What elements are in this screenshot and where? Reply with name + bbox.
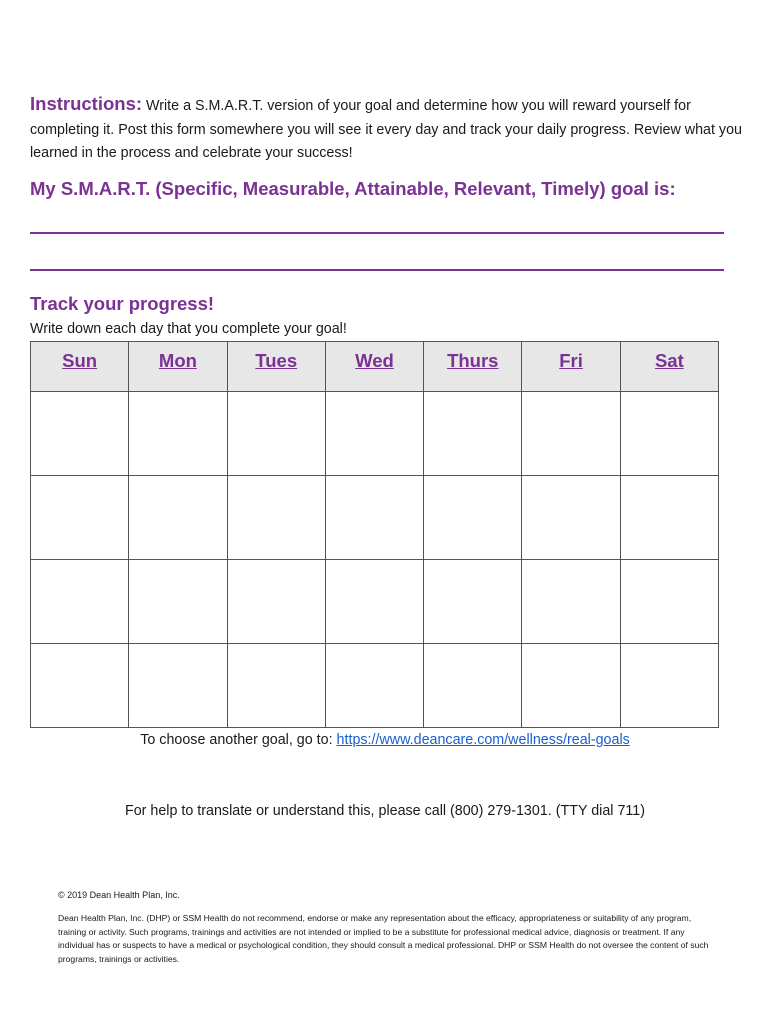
instructions-text: Write a S.M.A.R.T. version of your goal and determine how you will reward yourself for completing it. Post this form somewhere you will see it every day and track your daily progress. Review what you learned in the process and celebrate your success! — [30, 98, 742, 161]
day-cell-sat[interactable] — [620, 644, 718, 728]
day-header-sun: Sun — [31, 342, 129, 392]
day-cell-tues[interactable] — [227, 644, 325, 728]
day-cell-wed[interactable] — [325, 392, 423, 476]
day-cell-thurs[interactable] — [424, 392, 522, 476]
tracker-header-row — [31, 342, 719, 392]
track-heading: Track your progress! — [30, 293, 215, 314]
instructions-label: Instructions: — [30, 93, 143, 114]
tracker-body — [31, 392, 719, 728]
another-goal-prefix: To choose another goal, go to: — [140, 732, 337, 748]
day-cell-sun[interactable] — [31, 644, 129, 728]
day-cell-sun[interactable] — [31, 560, 129, 644]
week-row — [31, 644, 719, 728]
day-cell-mon[interactable] — [129, 560, 227, 644]
day-cell-mon[interactable] — [129, 476, 227, 560]
instructions-paragraph — [30, 92, 742, 166]
copyright-text: © 2019 Dean Health Plan, Inc. — [58, 890, 180, 900]
day-cell-fri[interactable] — [522, 560, 620, 644]
day-header-sat: Sat — [620, 342, 718, 392]
day-cell-fri[interactable] — [522, 392, 620, 476]
real-goals-link[interactable]: https://www.deancare.com/wellness/real-goals — [336, 732, 630, 748]
day-cell-sun[interactable] — [31, 392, 129, 476]
goal-line-1[interactable] — [30, 232, 724, 234]
day-header-tues: Tues — [227, 342, 325, 392]
day-cell-mon[interactable] — [129, 392, 227, 476]
week-row — [31, 560, 719, 644]
day-cell-mon[interactable] — [129, 644, 227, 728]
day-cell-sat[interactable] — [620, 560, 718, 644]
progress-tracker-table — [30, 341, 719, 728]
week-row — [31, 476, 719, 560]
day-cell-sun[interactable] — [31, 476, 129, 560]
day-cell-wed[interactable] — [325, 476, 423, 560]
day-cell-thurs[interactable] — [424, 560, 522, 644]
goal-line-2[interactable] — [30, 269, 724, 271]
day-cell-thurs[interactable] — [424, 644, 522, 728]
goal-heading: My S.M.A.R.T. (Specific, Measurable, Attainable, Relevant, Timely) goal is: — [30, 178, 676, 199]
day-cell-fri[interactable] — [522, 476, 620, 560]
day-cell-thurs[interactable] — [424, 476, 522, 560]
day-cell-tues[interactable] — [227, 560, 325, 644]
track-subtext: Write down each day that you complete your goal! — [30, 321, 347, 337]
day-header-mon: Mon — [129, 342, 227, 392]
day-cell-wed[interactable] — [325, 644, 423, 728]
day-header-thurs: Thurs — [424, 342, 522, 392]
day-cell-sat[interactable] — [620, 392, 718, 476]
disclaimer-text: Dean Health Plan, Inc. (DHP) or SSM Health do not recommend, endorse or make any representation about the efficacy, appropriateness or suitability of any program, training or activity. Such programs, trainings and activities are not intended or implied to be a substitute for professional medical advice, diagnosis or treatment. If any individual has or suspects to have a medical or psychological condition, they should consult a medical professional. DHP or SSM Health do not oversee the content of such programs, trainings or activities. — [58, 913, 709, 964]
week-row — [31, 392, 719, 476]
day-header-wed: Wed — [325, 342, 423, 392]
day-cell-wed[interactable] — [325, 560, 423, 644]
day-cell-fri[interactable] — [522, 644, 620, 728]
day-cell-tues[interactable] — [227, 476, 325, 560]
day-cell-sat[interactable] — [620, 476, 718, 560]
help-text: For help to translate or understand this, please call (800) 279-1301. (TTY dial 711) — [124, 803, 645, 819]
another-goal-line — [0, 732, 770, 748]
day-header-fri: Fri — [522, 342, 620, 392]
day-cell-tues[interactable] — [227, 392, 325, 476]
